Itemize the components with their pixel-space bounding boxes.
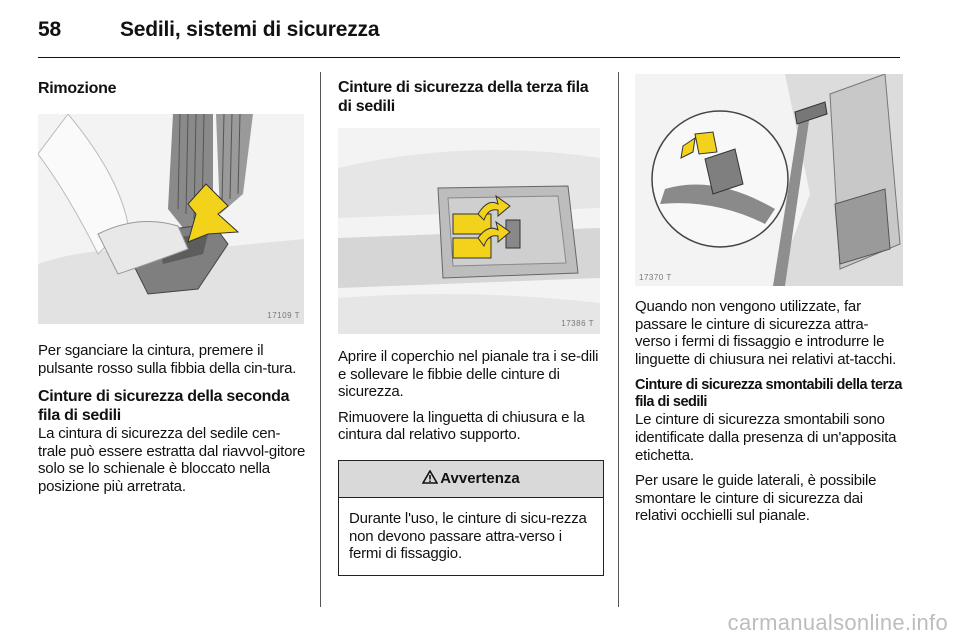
column-3 [635,72,903,525]
warning-header [339,461,603,498]
buckle-release-illustration [38,114,304,324]
buckle-release-figure [38,114,304,324]
warning-box [338,460,604,576]
belt-storage-illustration [635,74,903,286]
warning-triangle-icon [422,470,438,484]
section-heading-removal: Rimozione [38,80,117,97]
column-divider-2 [618,72,619,607]
belt-storage-figure [635,74,903,286]
second-row-text: La cintura di sicurezza del sedile cen-trale può essere estratta dal riavvol-gitore solo se lo schienale è bloccato nella posizione più arretrata. [38,425,306,495]
floor-compartment-illustration [338,128,600,334]
figure-code: 17386 T [561,319,594,328]
open-cover-instructions: Aprire il coperchio nel pianale tra i se-dili e sollevare le fibbie delle cinture di sicurezza. [338,348,599,401]
removable-belts-text: Le cinture di sicurezza smontabili sono identificate dalla presenza di un'apposita etichetta. [635,411,897,464]
warning-body [339,498,603,575]
figure-code: 17109 T [267,311,300,320]
storage-instructions: Quando non vengono utilizzate, far passare le cinture di sicurezza attra-verso i fermi di fissaggio e introdurre le linguette di chiusura nei relativi at-tacchi. [635,298,897,368]
page-title: Sedili, sistemi di sicurezza [120,18,380,41]
warning-text: Durante l'uso, le cinture di sicu-rezza non devono passare attra-verso i fermi di fissaggio. [349,509,587,563]
floor-compartment-figure [338,128,600,334]
page-header [38,18,379,42]
subheading-second-row: Cinture di sicurezza della seconda fila di sedili [38,388,290,425]
section-heading-third-row: Cinture di sicurezza della terza fila di sedili [338,79,589,115]
side-guides-text: Per usare le guide laterali, è possibile smontare le cinture di sicurezza dai relativi occhielli sul pianale. [635,472,877,525]
column-1 [38,72,306,496]
column-2 [338,72,604,576]
header-rule [38,57,900,58]
release-instructions: Per sganciare la cintura, premere il pulsante rosso sulla fibbia della cin-tura. [38,342,297,377]
subheading-removable-belts: Cinture di sicurezza smontabili della terza fila di sedili [635,377,902,411]
column-divider-1 [320,72,321,607]
remove-tongue-instructions: Rimuovere la linguetta di chiusura e la cintura dal relativo supporto. [338,408,585,444]
watermark: carmanualsonline.info [727,610,948,635]
warning-title: Avvertenza [440,469,520,487]
page-number: 58 [38,18,61,41]
figure-code: 17370 T [639,273,672,282]
